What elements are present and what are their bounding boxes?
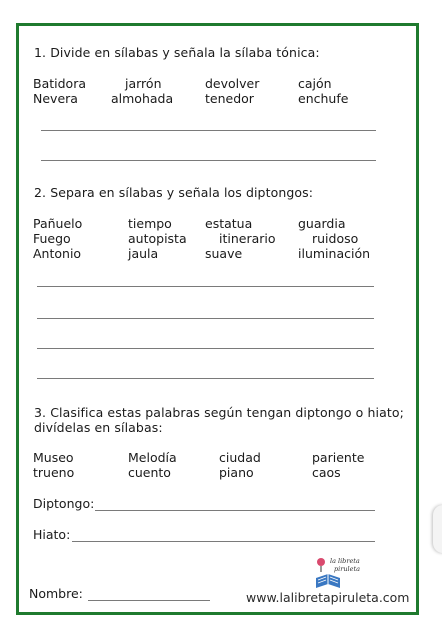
exercise-1-question: 1. Divide en sílabas y señala la sílaba tónica: (34, 45, 320, 60)
word-nevera: Nevera (33, 91, 78, 106)
answer-line (41, 160, 376, 161)
word-tenedor: tenedor (205, 91, 254, 106)
answer-line (37, 286, 374, 287)
word-trueno: trueno (33, 465, 75, 480)
name-label: Nombre: (29, 586, 83, 601)
hiato-label: Hiato: (33, 527, 71, 542)
diptongo-answer-line (95, 510, 375, 511)
word-guardia: guardia (298, 216, 346, 231)
exercise-3-question-line-1: 3. Clasifica estas palabras según tengan diptongo o hiato; (34, 405, 404, 420)
word-fuego: Fuego (33, 231, 71, 246)
word-pariente: pariente (312, 450, 365, 465)
diptongo-label: Diptongo: (33, 496, 95, 511)
hiato-answer-line (72, 541, 375, 542)
word-panuelo: Pañuelo (33, 216, 83, 231)
answer-line (37, 378, 374, 379)
word-enchufe: enchufe (298, 91, 349, 106)
word-jaula: jaula (128, 246, 159, 261)
word-ciudad: ciudad (219, 450, 261, 465)
side-scroll-tab[interactable] (433, 505, 442, 553)
exercise-3-question-line-2: divídelas en sílabas: (34, 420, 163, 435)
word-devolver: devolver (205, 76, 260, 91)
word-jarron: jarrón (125, 76, 162, 91)
word-cajon: cajón (298, 76, 332, 91)
word-autopista: autopista (128, 231, 187, 246)
word-antonio: Antonio (33, 246, 82, 261)
word-tiempo: tiempo (128, 216, 172, 231)
word-piano: piano (219, 465, 254, 480)
word-iluminacion: iluminación (298, 246, 371, 261)
word-caos: caos (312, 465, 341, 480)
word-cuento: cuento (128, 465, 171, 480)
word-ruidoso: ruidoso (312, 231, 359, 246)
word-estatua: estatua (205, 216, 253, 231)
name-line (88, 600, 210, 601)
answer-line (37, 318, 374, 319)
logo-text-bottom: piruleta (334, 565, 360, 573)
word-museo: Museo (33, 450, 74, 465)
word-melodia: Melodía (128, 450, 177, 465)
exercise-2-question: 2. Separa en sílabas y señala los diptongos: (34, 185, 314, 200)
word-batidora: Batidora (33, 76, 86, 91)
word-almohada: almohada (111, 91, 174, 106)
word-suave: suave (205, 246, 243, 261)
word-itinerario: itinerario (219, 231, 276, 246)
answer-line (41, 130, 376, 131)
logo-text-top: la libreta (330, 557, 360, 565)
worksheet (16, 23, 419, 615)
logo (312, 556, 364, 590)
website-url: www.lalibretapiruleta.com (246, 590, 410, 605)
answer-line (37, 348, 374, 349)
